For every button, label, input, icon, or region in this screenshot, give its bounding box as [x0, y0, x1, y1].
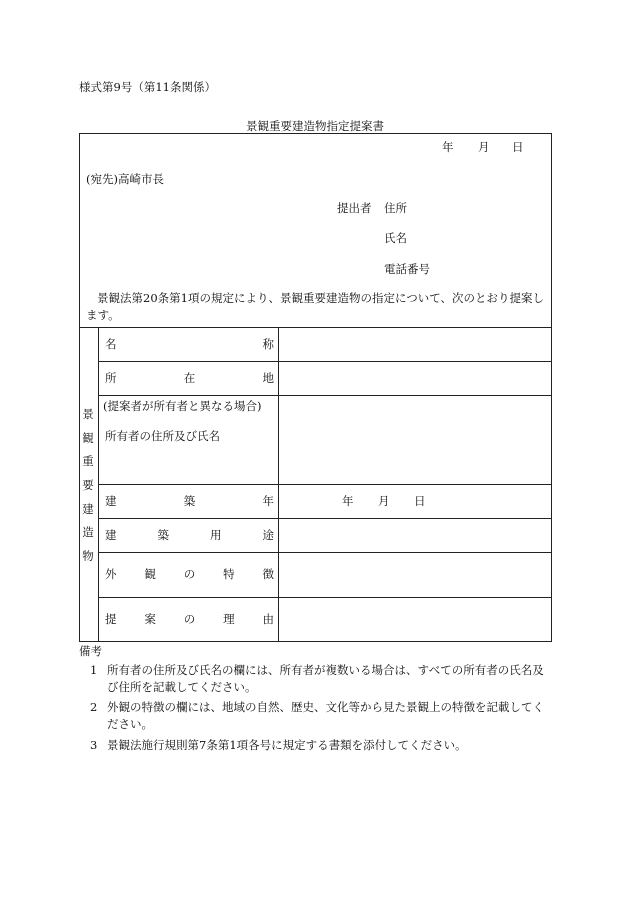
row-label-reason: 提 案 の 理 由 — [105, 612, 274, 626]
form-table — [79, 133, 552, 642]
date-year: 年 — [442, 140, 454, 154]
built-date-day: 日 — [414, 494, 426, 508]
divider — [98, 484, 552, 485]
name-label: 氏名 — [384, 231, 407, 245]
note-number: 3 — [90, 738, 98, 752]
built-date-year: 年 — [342, 494, 354, 508]
built-date-month: 月 — [378, 494, 390, 508]
note-item: 外観の特徴の欄には、地域の自然、歴史、文化等から見た景観上の特徴を記載してください。 — [107, 700, 544, 731]
address-label: 住所 — [384, 201, 407, 215]
page-title: 景観重要建造物指定提案書 — [246, 119, 384, 133]
row-label-name: 名 称 — [105, 337, 274, 351]
row-label-built-year: 建 築 年 — [105, 494, 274, 508]
addressee: (宛先)高崎市長 — [86, 172, 164, 186]
notes-heading: 備考 — [79, 644, 102, 658]
divider — [98, 518, 552, 519]
date-day: 日 — [512, 140, 524, 154]
divider — [98, 597, 552, 598]
divider — [98, 395, 552, 396]
note-number: 1 — [90, 663, 98, 677]
side-label: 景 観 重 要 建 造 物 — [82, 407, 94, 564]
note-item: 所有者の住所及び氏名の欄には、所有者が複数いる場合は、すべての所有者の氏名及び住所を記載してください。 — [107, 663, 544, 694]
owner-note: (提案者が所有者と異なる場合) — [103, 399, 262, 413]
divider — [79, 327, 552, 328]
row-label-owner: 所有者の住所及び氏名 — [105, 429, 220, 443]
form-number: 様式第9号（第11条関係） — [79, 80, 216, 94]
row-label-usage: 建 築 用 途 — [105, 528, 274, 542]
row-label-features: 外 観 の 特 徴 — [105, 567, 274, 581]
note-item: 景観法施行規則第7条第1項各号に規定する書類を添付してください。 — [107, 738, 467, 752]
statement: 景観法第20条第1項の規定により、景観重要建造物の指定について、次のとおり提案します。 — [86, 291, 544, 322]
divider — [98, 361, 552, 362]
proposer-label: 提出者 — [337, 201, 372, 215]
phone-label: 電話番号 — [384, 262, 430, 276]
row-label-location: 所 在 地 — [105, 371, 274, 385]
note-number: 2 — [90, 700, 98, 714]
divider — [98, 552, 552, 553]
date-month: 月 — [478, 140, 490, 154]
